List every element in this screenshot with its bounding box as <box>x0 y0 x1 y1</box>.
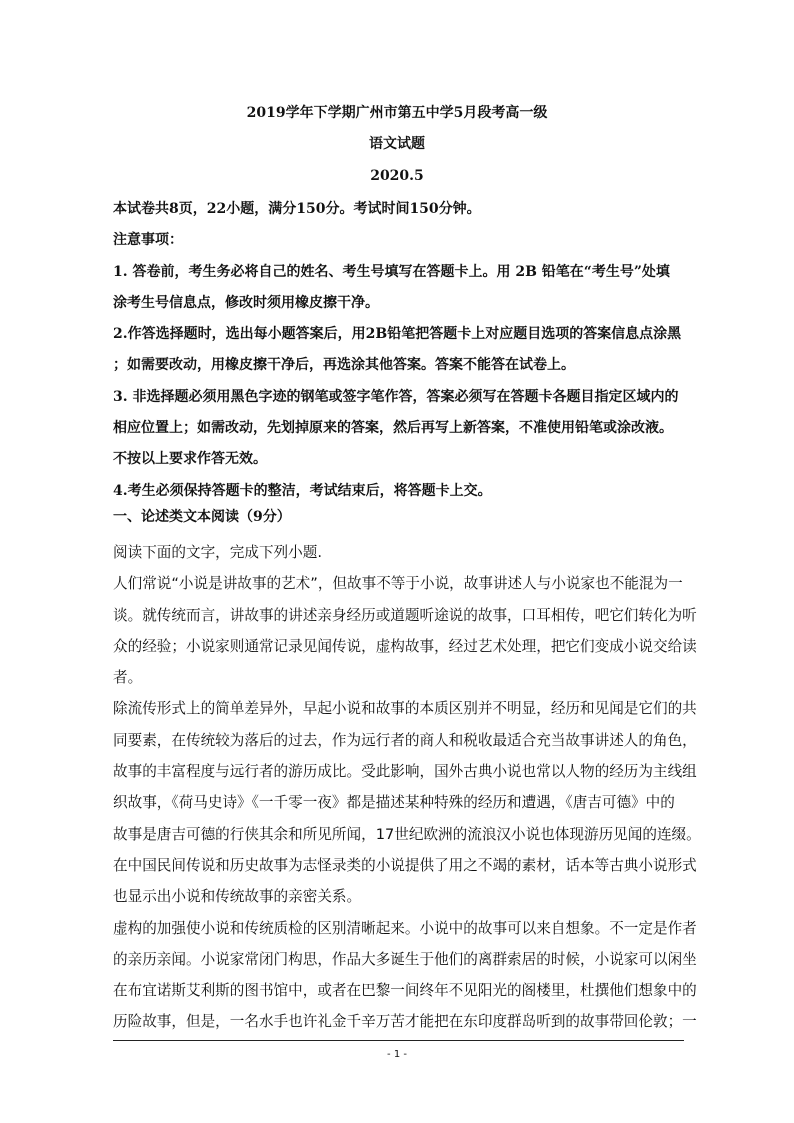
passage-line: 阅读下面的文字，完成下列小题. <box>113 544 322 561</box>
passage-line: 除流传形式上的简单差异外，早起小说和故事的本质区别并不明显，经历和见闻是它们的共 <box>113 700 697 718</box>
passage-line: 众的经验；小说家则通常记录见闻传说，虚构故事，经过艺术处理，把它们变成小说交给读 <box>113 637 697 655</box>
passage-line: 人们常说“小说是讲故事的艺术”，但故事不等于小说，故事讲述人与小说家也不能混为一 <box>113 575 683 593</box>
passage-line: 故事是唐吉可德的行侠其余和所见所闻，17世纪欧洲的流浪汉小说也体现游历见闻的连缀。 <box>113 825 701 843</box>
instruction-line: 2.作答选择题时，选出每小题答案后，用2B铅笔把答题卡上对应题目选项的答案信息点涂黑 <box>113 326 682 343</box>
instruction-heading: 注意事项： <box>113 232 183 249</box>
passage-line: 虚构的加强使小说和传统质检的区别清晰起来。小说中的故事可以来自想象。不一定是作者 <box>113 919 697 937</box>
passage-line: 的亲历亲闻。小说家常闭门构思，作品大多诞生于他们的离群索居的时候，小说家可以闲坐 <box>113 950 697 968</box>
footer-divider <box>113 1040 684 1041</box>
exam-title: 2019学年下学期广州市第五中学5月段考高一级 <box>246 105 548 121</box>
passage-line: 在中国民间传说和历史故事为志怪录类的小说提供了用之不竭的素材，话本等古典小说形式 <box>113 856 697 874</box>
passage-line: 同要素，在传统较为落后的过去，作为远行者的商人和税收最适合充当故事讲述人的角色， <box>113 731 697 749</box>
instruction-line: 4.考生必须保持答题卡的整洁，考试结束后，将答题卡上交。 <box>113 482 492 499</box>
passage-line: 历险故事，但是，一名水手也许礼金千辛万苦才能把在东印度群岛听到的故事带回伦敦；一 <box>113 1013 697 1031</box>
section-heading <box>113 505 685 529</box>
page-number: - 1 - <box>387 1049 407 1060</box>
exam-subject: 语文试题 <box>369 136 425 152</box>
instruction-line: ；如需要改动，用橡皮擦干净后，再选涂其他答案。答案不能答在试卷上。 <box>113 357 575 374</box>
instruction-line: 3. 非选择题必须用黑色字迹的钢笔或签字笔作答，答案必须写在答题卡各题目指定区域内的 <box>113 388 679 405</box>
instruction-line-summary: 本试卷共8页，22小题，满分150分。考试时间150分钟。 <box>113 201 481 217</box>
reading-passage <box>113 537 701 1038</box>
passage-line: 故事的丰富程度与远行者的游历成比。受此影响，国外古典小说也常以人物的经历为主线组 <box>113 763 697 781</box>
passage-line: 者。 <box>113 669 143 687</box>
passage-line: 也显示出小说和传统故事的亲密关系。 <box>113 888 362 906</box>
exam-date: 2020.5 <box>370 168 424 184</box>
passage-line: 织故事，《荷马史诗》《一千零一夜》都是描述某种特殊的经历和遭遇，《唐吉可德》中的 <box>113 794 675 812</box>
instruction-line: 涂考生号信息点，修改时须用橡皮擦干净。 <box>113 294 379 311</box>
exam-instructions <box>113 194 685 507</box>
instruction-line: 相应位置上；如需改动，先划掉原来的答案，然后再写上新答案，不准使用铅笔或涂改液。 <box>113 420 673 437</box>
instruction-line: 1. 答卷前，考生务必将自己的姓名、考生号填写在答题卡上。用 2B 铅笔在“考生号”处填 <box>113 263 670 280</box>
passage-line: 谈。就传统而言，讲故事的讲述亲身经历或道题听途说的故事，口耳相传，吧它们转化为听 <box>113 606 697 624</box>
instruction-line: 不按以上要求作答无效。 <box>113 451 267 468</box>
section-heading-text: 一、论述类文本阅读（9分） <box>113 509 291 525</box>
passage-line: 在布宜诺斯艾利斯的图书馆中，或者在巴黎一间终年不见阳光的阁楼里，杜撰他们想象中的 <box>113 982 697 1000</box>
